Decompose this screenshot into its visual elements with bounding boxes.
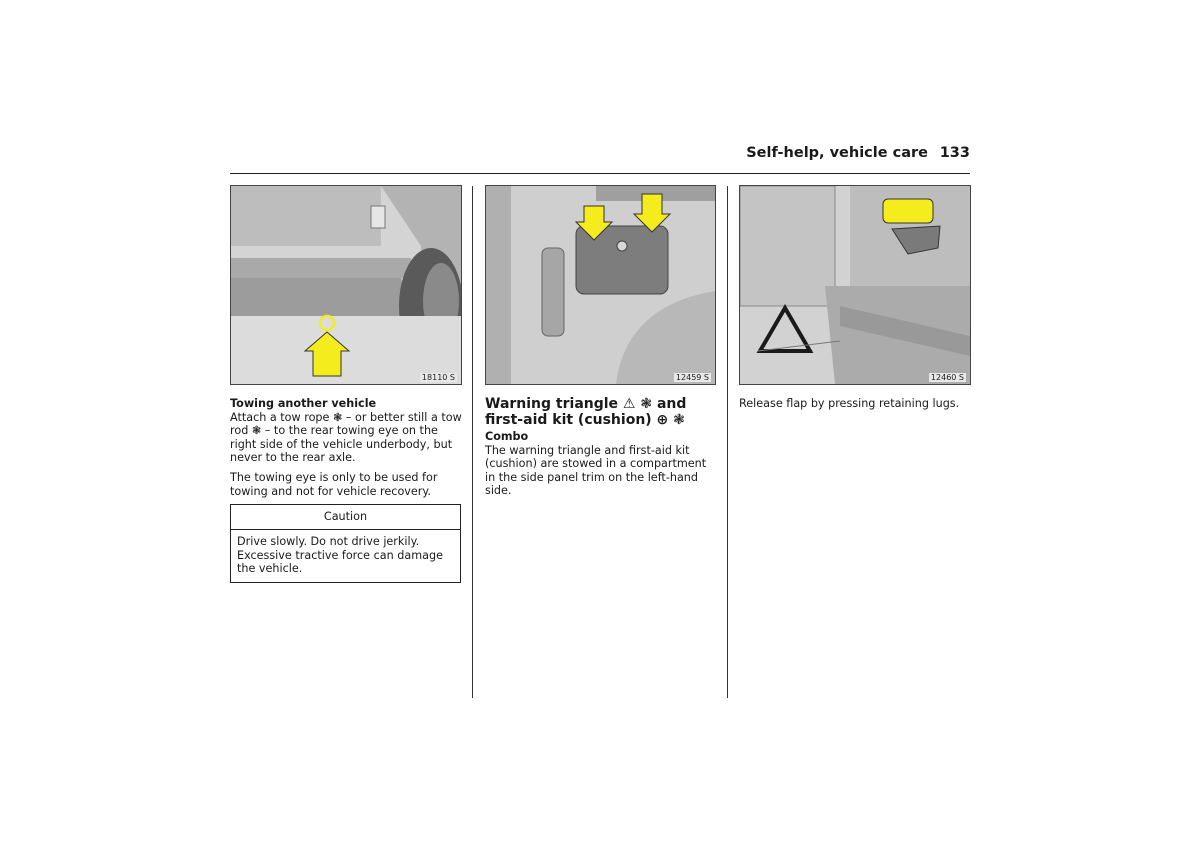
side-panel-compartment-illustration: [485, 185, 716, 385]
column-divider: [472, 186, 473, 698]
column-divider: [727, 186, 728, 698]
figure-code: 12459 S: [675, 373, 709, 382]
towing-eye-note: The towing eye is only to be used for towing and not for vehicle recovery.: [230, 470, 438, 498]
warning-triangle-flap-illustration: [739, 185, 971, 385]
warning-triangle-section: [485, 397, 717, 504]
towing-section: [230, 397, 462, 504]
figure-code: 12460 S: [930, 373, 964, 382]
section-title: Self-help, vehicle care: [746, 145, 928, 161]
release-flap-paragraph: Release flap by pressing retaining lugs.: [739, 397, 960, 410]
towing-heading: Towing another vehicle: [230, 397, 377, 410]
towing-eye-illustration: [230, 185, 462, 385]
header-rule: [230, 173, 970, 174]
page-header: [230, 145, 970, 173]
figure-code: 18110 S: [421, 373, 455, 382]
caution-text: Drive slowly. Do not drive jerkily. Excessive tractive force can damage the vehicle.: [237, 535, 443, 576]
caution-title: Caution: [231, 505, 460, 530]
release-flap-section: [739, 397, 971, 417]
combo-subheading: Combo: [485, 430, 529, 443]
stowage-paragraph: The warning triangle and first-aid kit (cushion) are stowed in a compartment in the side panel trim on the left-hand side.: [485, 443, 707, 498]
warning-triangle-heading: Warning triangle ⚠ ❃ and first-aid kit (cushion) ⊕ ❃: [485, 396, 687, 428]
page-number: 133: [939, 145, 970, 161]
caution-box: [230, 504, 461, 583]
towing-paragraph: Attach a tow rope ❃ – or better still a tow rod ❃ – to the rear towing eye on the right side of the vehicle underbody, but never to the rear axle.: [230, 410, 462, 465]
